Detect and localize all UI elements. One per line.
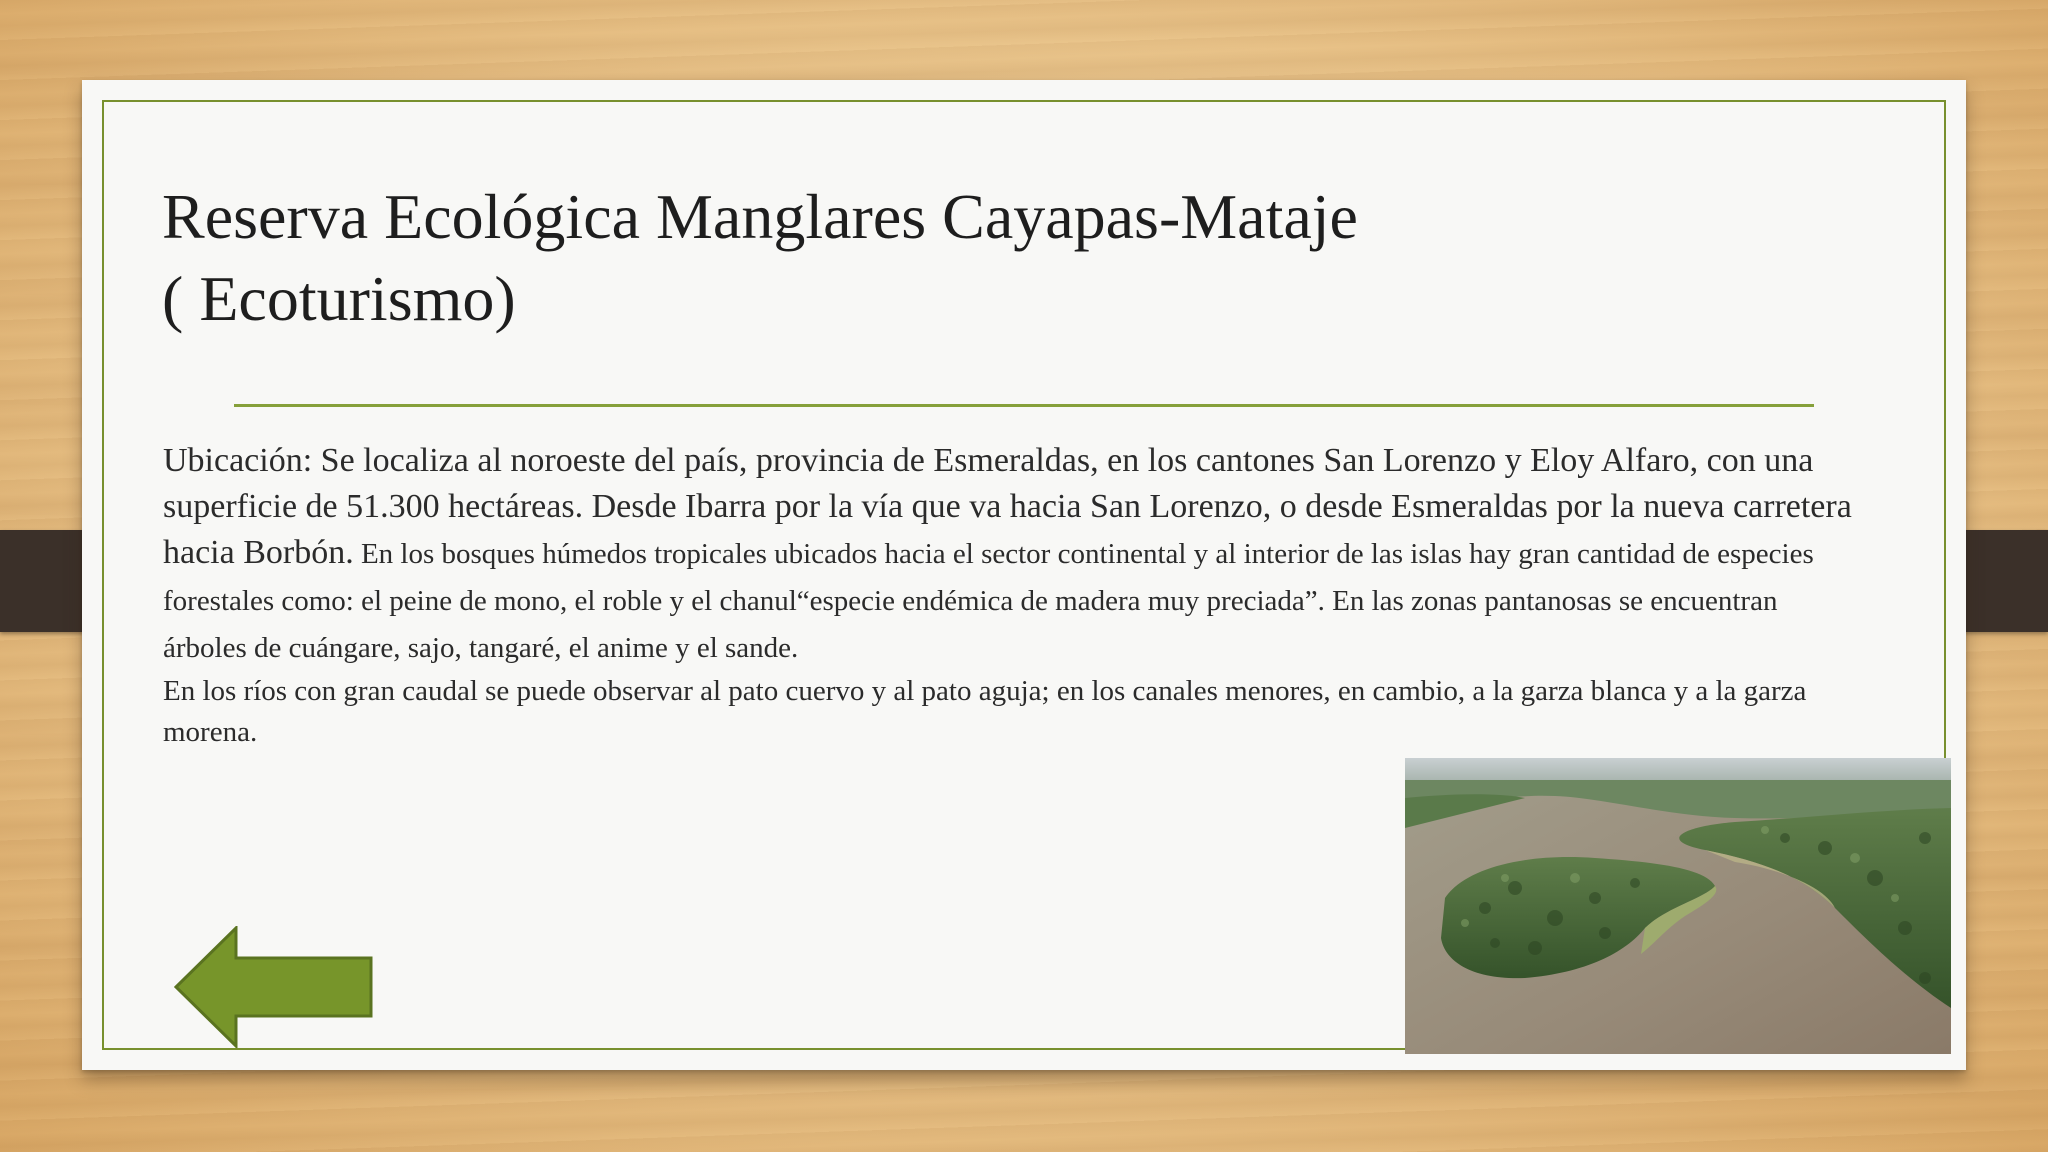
location-paragraph <box>163 438 1863 671</box>
photo-illustration <box>1405 758 1951 1054</box>
birds-paragraph: En los ríos con gran caudal se puede observar al pato cuervo y al pato aguja; en los canales menores, en cambio, a la garza blanca y a la garza morena. <box>163 675 1807 748</box>
title-line-2: ( Ecoturismo) <box>162 263 516 334</box>
back-arrow-button[interactable] <box>174 926 374 1048</box>
title-divider <box>234 404 1814 407</box>
title-line-1: Reserva Ecológica Manglares Cayapas-Mataje <box>162 181 1358 252</box>
mangrove-river-aerial-photo <box>1405 758 1951 1054</box>
location-text: Ubicación: Se localiza al noroeste del país, provincia de Esmeraldas, en los cantones San Lorenzo y Eloy Alfaro, con una superficie de 51.300 hectáreas. Desde Ibarra por la vía que va hacia San Lorenzo, o desde Esmeraldas por la nueva carretera hacia Borbón. <box>163 442 1852 571</box>
slide-body <box>163 438 1863 753</box>
slide-title <box>162 176 1562 340</box>
left-arrow-icon <box>174 926 374 1048</box>
forest-text: En los bosques húmedos tropicales ubicados hacia el sector continental y al interior de las islas hay gran cantidad de especies forestales como: el peine de mono, el roble y el chanul“especie endémica de madera muy preciada”. En las zonas pantanosas se encuentran árboles de cuángare, sajo, tangaré, el anime y el sande. <box>163 538 1814 664</box>
slide-paper <box>82 80 1966 1070</box>
